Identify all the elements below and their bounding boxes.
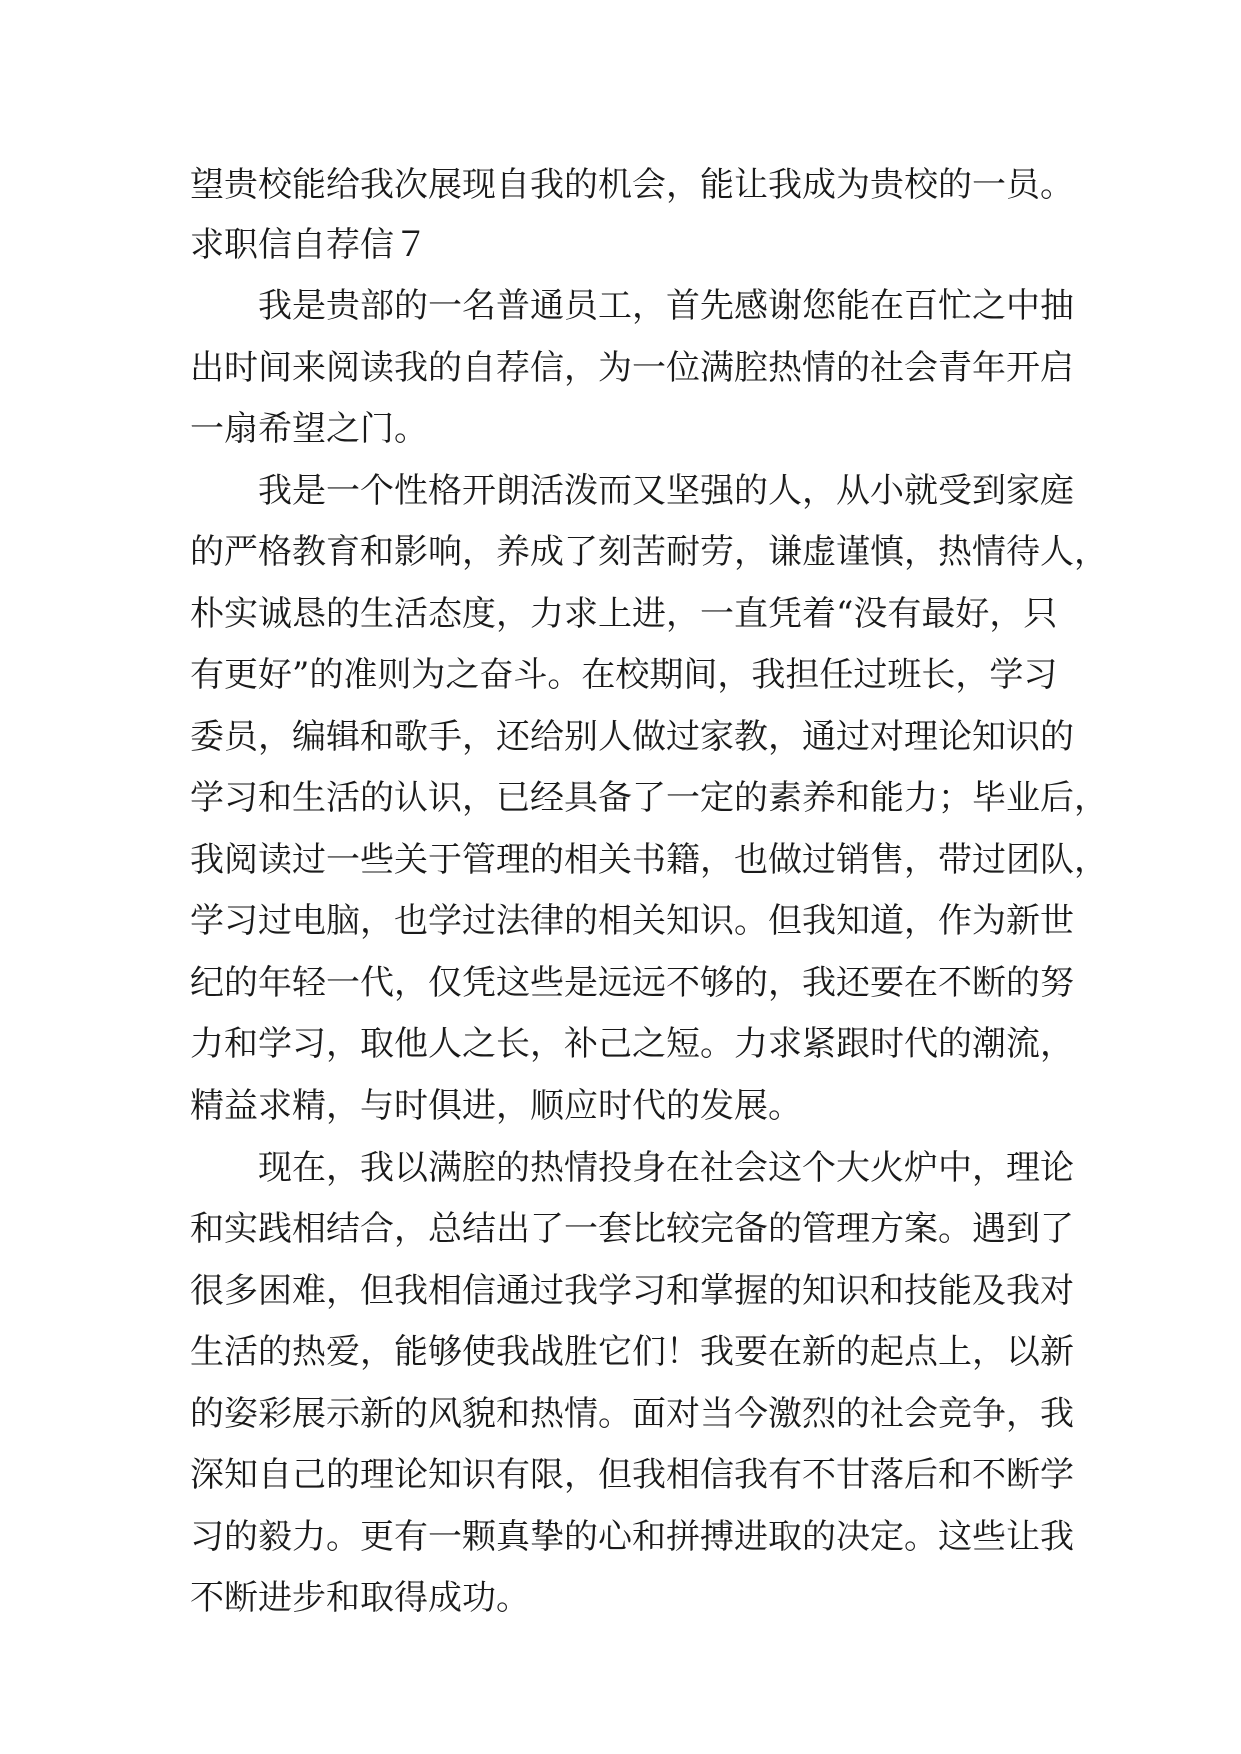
text-line: 和实践相结合，总结出了一套比较完备的管理方案。遇到了 — [190, 1209, 1074, 1249]
text-line: 一扇希望之门。 — [190, 409, 428, 449]
text-line: 现在，我以满腔的热情投身在社会这个大火炉中，理论 — [258, 1148, 1074, 1188]
text-line: 深知自己的理论知识有限，但我相信我有不甘落后和不断学 — [190, 1455, 1074, 1495]
text-line: 学习和生活的认识，已经具备了一定的素养和能力；毕业后， — [190, 778, 1108, 818]
text-line: 力和学习，取他人之长，补己之短。力求紧跟时代的潮流， — [190, 1024, 1074, 1064]
section-heading: 求职信自荐信７ — [190, 225, 428, 265]
text-line: 委员，编辑和歌手，还给别人做过家教，通过对理论知识的 — [190, 717, 1074, 757]
text-line: 精益求精，与时俱进，顺应时代的发展。 — [190, 1086, 802, 1126]
text-line: 朴实诚恳的生活态度，力求上进，一直凭着“没有最好，只 — [190, 594, 1058, 634]
text-line: 望贵校能给我次展现自我的机会，能让我成为贵校的一员。 — [190, 165, 1074, 205]
text-line: 出时间来阅读我的自荐信，为一位满腔热情的社会青年开启 — [190, 348, 1074, 388]
text-line: 的姿彩展示新的风貌和热情。面对当今激烈的社会竞争，我 — [190, 1394, 1074, 1434]
text-line: 的严格教育和影响，养成了刻苦耐劳，谦虚谨慎，热情待人， — [190, 532, 1108, 572]
text-line: 我是一个性格开朗活泼而又坚强的人，从小就受到家庭 — [258, 471, 1074, 511]
text-line: 我是贵部的一名普通员工，首先感谢您能在百忙之中抽 — [258, 286, 1074, 326]
text-line: 不断进步和取得成功。 — [190, 1578, 530, 1618]
text-line: 有更好”的准则为之奋斗。在校期间，我担任过班长，学习 — [190, 655, 1058, 695]
text-line: 我阅读过一些关于管理的相关书籍，也做过销售，带过团队， — [190, 840, 1108, 880]
text-line: 生活的热爱，能够使我战胜它们！我要在新的起点上，以新 — [190, 1332, 1074, 1372]
text-line: 学习过电脑，也学过法律的相关知识。但我知道，作为新世 — [190, 901, 1074, 941]
text-line: 很多困难，但我相信通过我学习和掌握的知识和技能及我对 — [190, 1271, 1074, 1311]
text-line: 习的毅力。更有一颗真挚的心和拼搏进取的决定。这些让我 — [190, 1517, 1074, 1557]
text-line: 纪的年轻一代，仅凭这些是远远不够的，我还要在不断的努 — [190, 963, 1074, 1003]
